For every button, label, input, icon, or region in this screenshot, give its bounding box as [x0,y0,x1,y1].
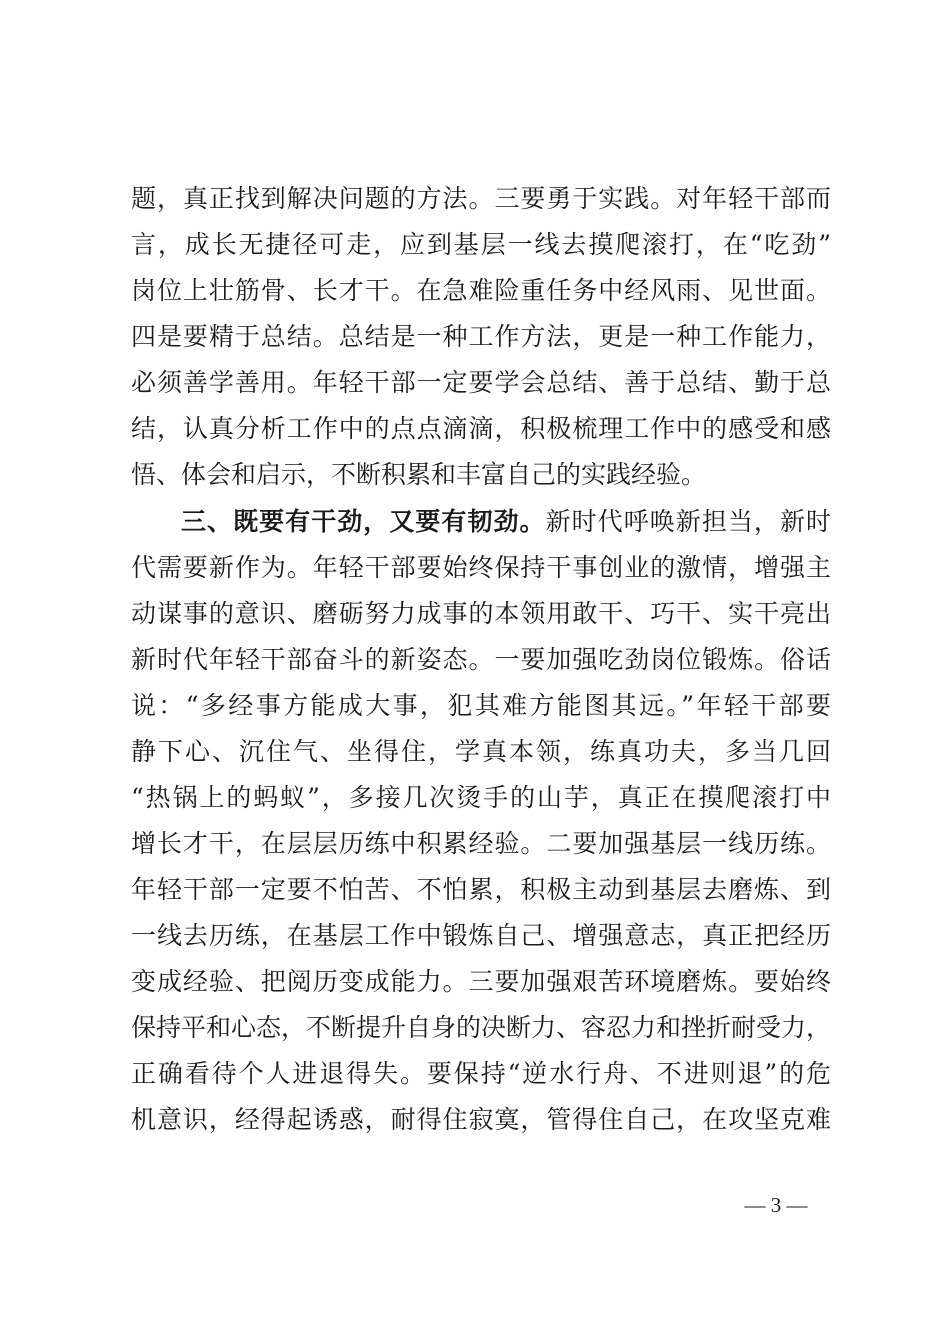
text-line: 静下心、沉住气、坐得住，学真本领，练真功夫，多当几回 [131,737,831,766]
section-first-line [131,499,831,545]
text-line: 题，真正找到解决问题的方法。三要勇于实践。对年轻干部而 [131,184,831,213]
text-line: 年轻干部一定要不怕苦、不怕累，积极主动到基层去磨炼、到 [131,875,831,904]
paragraph-section-three [131,499,831,1143]
text-line: 机意识，经得起诱惑，耐得住寂寞，管得住自己，在攻坚克难 [131,1105,831,1134]
paragraph-continuation [131,176,831,498]
text-line: 必须善学善用。年轻干部一定要学会总结、善于总结、勤于总 [131,368,831,397]
text-line: 悟、体会和启示，不断积累和丰富自己的实践经验。 [131,460,707,489]
text-line: 四是要精于总结。总结是一种工作方法，更是一种工作能力， [131,322,831,351]
text-line: 言，成长无捷径可走，应到基层一线去摸爬滚打，在“吃劲” [131,230,831,259]
text-line: 一线去历练，在基层工作中锻炼自己、增强意志，真正把经历 [131,921,831,950]
section-first-line-text: 新时代呼唤新担当，新时 [545,507,831,536]
text-line: 增长才干，在层层历练中积累经验。二要加强基层一线历练。 [131,829,831,858]
text-line: 说：“多经事方能成大事，犯其难方能图其远。”年轻干部要 [131,691,831,720]
text-line: 新时代年轻干部奋斗的新姿态。一要加强吃劲岗位锻炼。俗话 [131,645,831,674]
text-line: 结，认真分析工作中的点点滴滴，积极梳理工作中的感受和感 [131,414,831,443]
text-line: 代需要新作为。年轻干部要始终保持干事创业的激情，增强主 [131,553,831,582]
text-line: 岗位上壮筋骨、长才干。在急难险重任务中经风雨、见世面。 [131,276,831,305]
text-line: 变成经验、把阅历变成能力。三要加强艰苦环境磨炼。要始终 [131,967,831,996]
text-line: 正确看待个人进退得失。要保持“逆水行舟、不进则退”的危 [131,1059,831,1088]
text-line: 保持平和心态，不断提升自身的决断力、容忍力和挫折耐受力， [131,1013,832,1042]
text-line: “热锅上的蚂蚁”，多接几次烫手的山芋，真正在摸爬滚打中 [131,783,831,812]
section-heading: 三、既要有干劲，又要有韧劲。 [181,507,546,536]
page-number: — 3 — [744,1193,808,1217]
text-line: 动谋事的意识、磨砺努力成事的本领用敢干、巧干、实干亮出 [131,599,831,628]
